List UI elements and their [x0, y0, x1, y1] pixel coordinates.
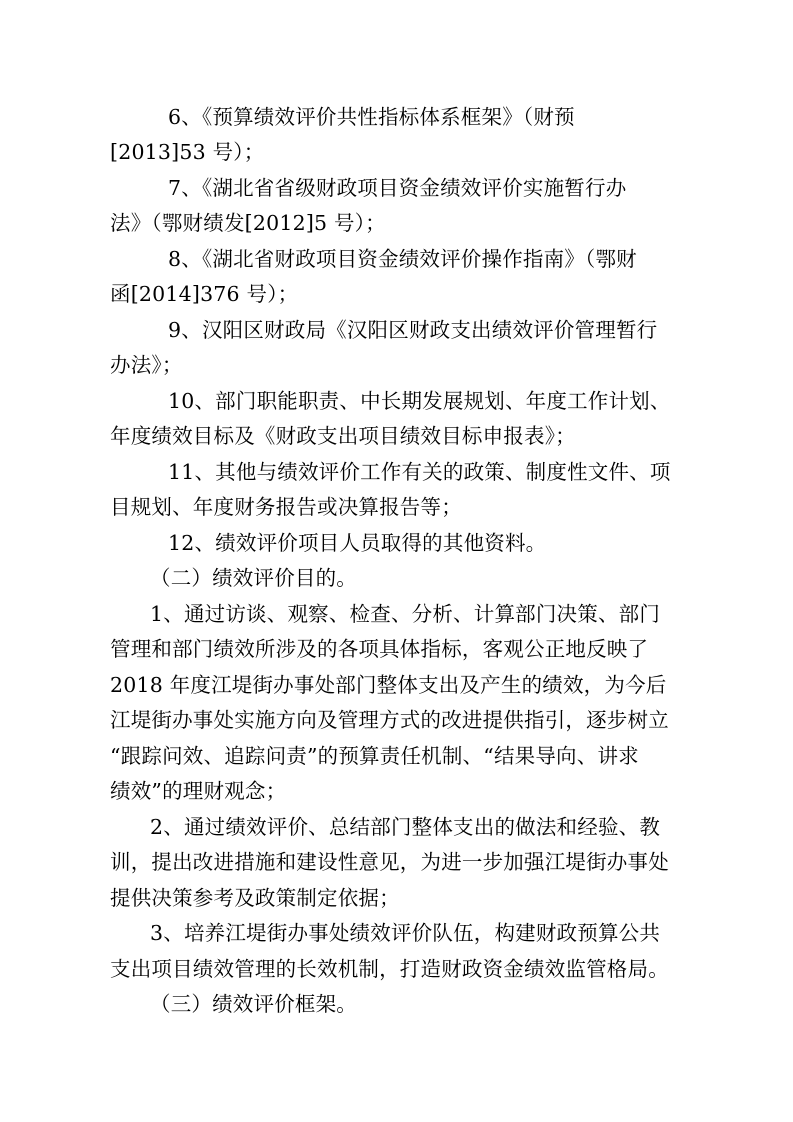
text-line: [2013]53 号）； — [110, 140, 265, 164]
text-line: 目规划、年度财务报告或决算报告等； — [110, 495, 462, 519]
text-line: 训，提出改进措施和建设性意见，为进一步加强江堤街办事处 — [110, 850, 669, 874]
text-line: 函[2014]376 号）； — [110, 282, 299, 306]
text-line: 江堤街办事处实施方向及管理方式的改进提供指引，逐步树立 — [110, 708, 669, 732]
section-heading: （三）绩效评价框架。 — [150, 992, 357, 1016]
text-line: 6、《预算绩效评价共性指标体系框架》（财预 — [168, 105, 575, 129]
text-line: “跟踪问效、追踪问责”的预算责任机制、“结果导向、讲求 — [110, 744, 639, 768]
text-line: 管理和部门绩效所涉及的各项具体指标，客观公正地反映了 — [110, 637, 649, 661]
text-line: 办法》； — [110, 353, 183, 377]
text-line: 1、通过访谈、观察、检查、分析、计算部门决策、部门 — [150, 602, 661, 626]
text-line: 9、汉阳区财政局《汉阳区财政支出绩效评价管理暂行 — [168, 318, 658, 342]
text-line: 7、《湖北省省级财政项目资金绩效评价实施暂行办 — [168, 176, 627, 200]
text-line: 11、其他与绩效评价工作有关的政策、制度性文件、项 — [168, 460, 671, 484]
text-line: 3、培养江堤街办事处绩效评价队伍，构建财政预算公共 — [150, 921, 661, 945]
text-line: 法》（鄂财绩发[2012]5 号）； — [110, 211, 386, 235]
text-line: 10、部门职能职责、中长期发展规划、年度工作计划、 — [168, 389, 671, 413]
text-line: 2、通过绩效评价、总结部门整体支出的做法和经验、教 — [150, 815, 661, 839]
text-line: 年度绩效目标及《财政支出项目绩效目标申报表》； — [110, 424, 576, 448]
text-line: 12、绩效评价项目人员取得的其他资料。 — [168, 531, 547, 555]
text-line: 提供决策参考及政策制定依据； — [110, 886, 400, 910]
text-line: 绩效”的理财观念； — [110, 779, 287, 803]
text-line: 支出项目绩效管理的长效机制，打造财政资金绩效监管格局。 — [110, 957, 669, 981]
text-line: 8、《湖北省财政项目资金绩效评价操作指南》（鄂财 — [168, 247, 637, 271]
section-heading: （二）绩效评价目的。 — [150, 566, 357, 590]
text-line: 2018 年度江堤街办事处部门整体支出及产生的绩效，为今后 — [110, 673, 667, 697]
